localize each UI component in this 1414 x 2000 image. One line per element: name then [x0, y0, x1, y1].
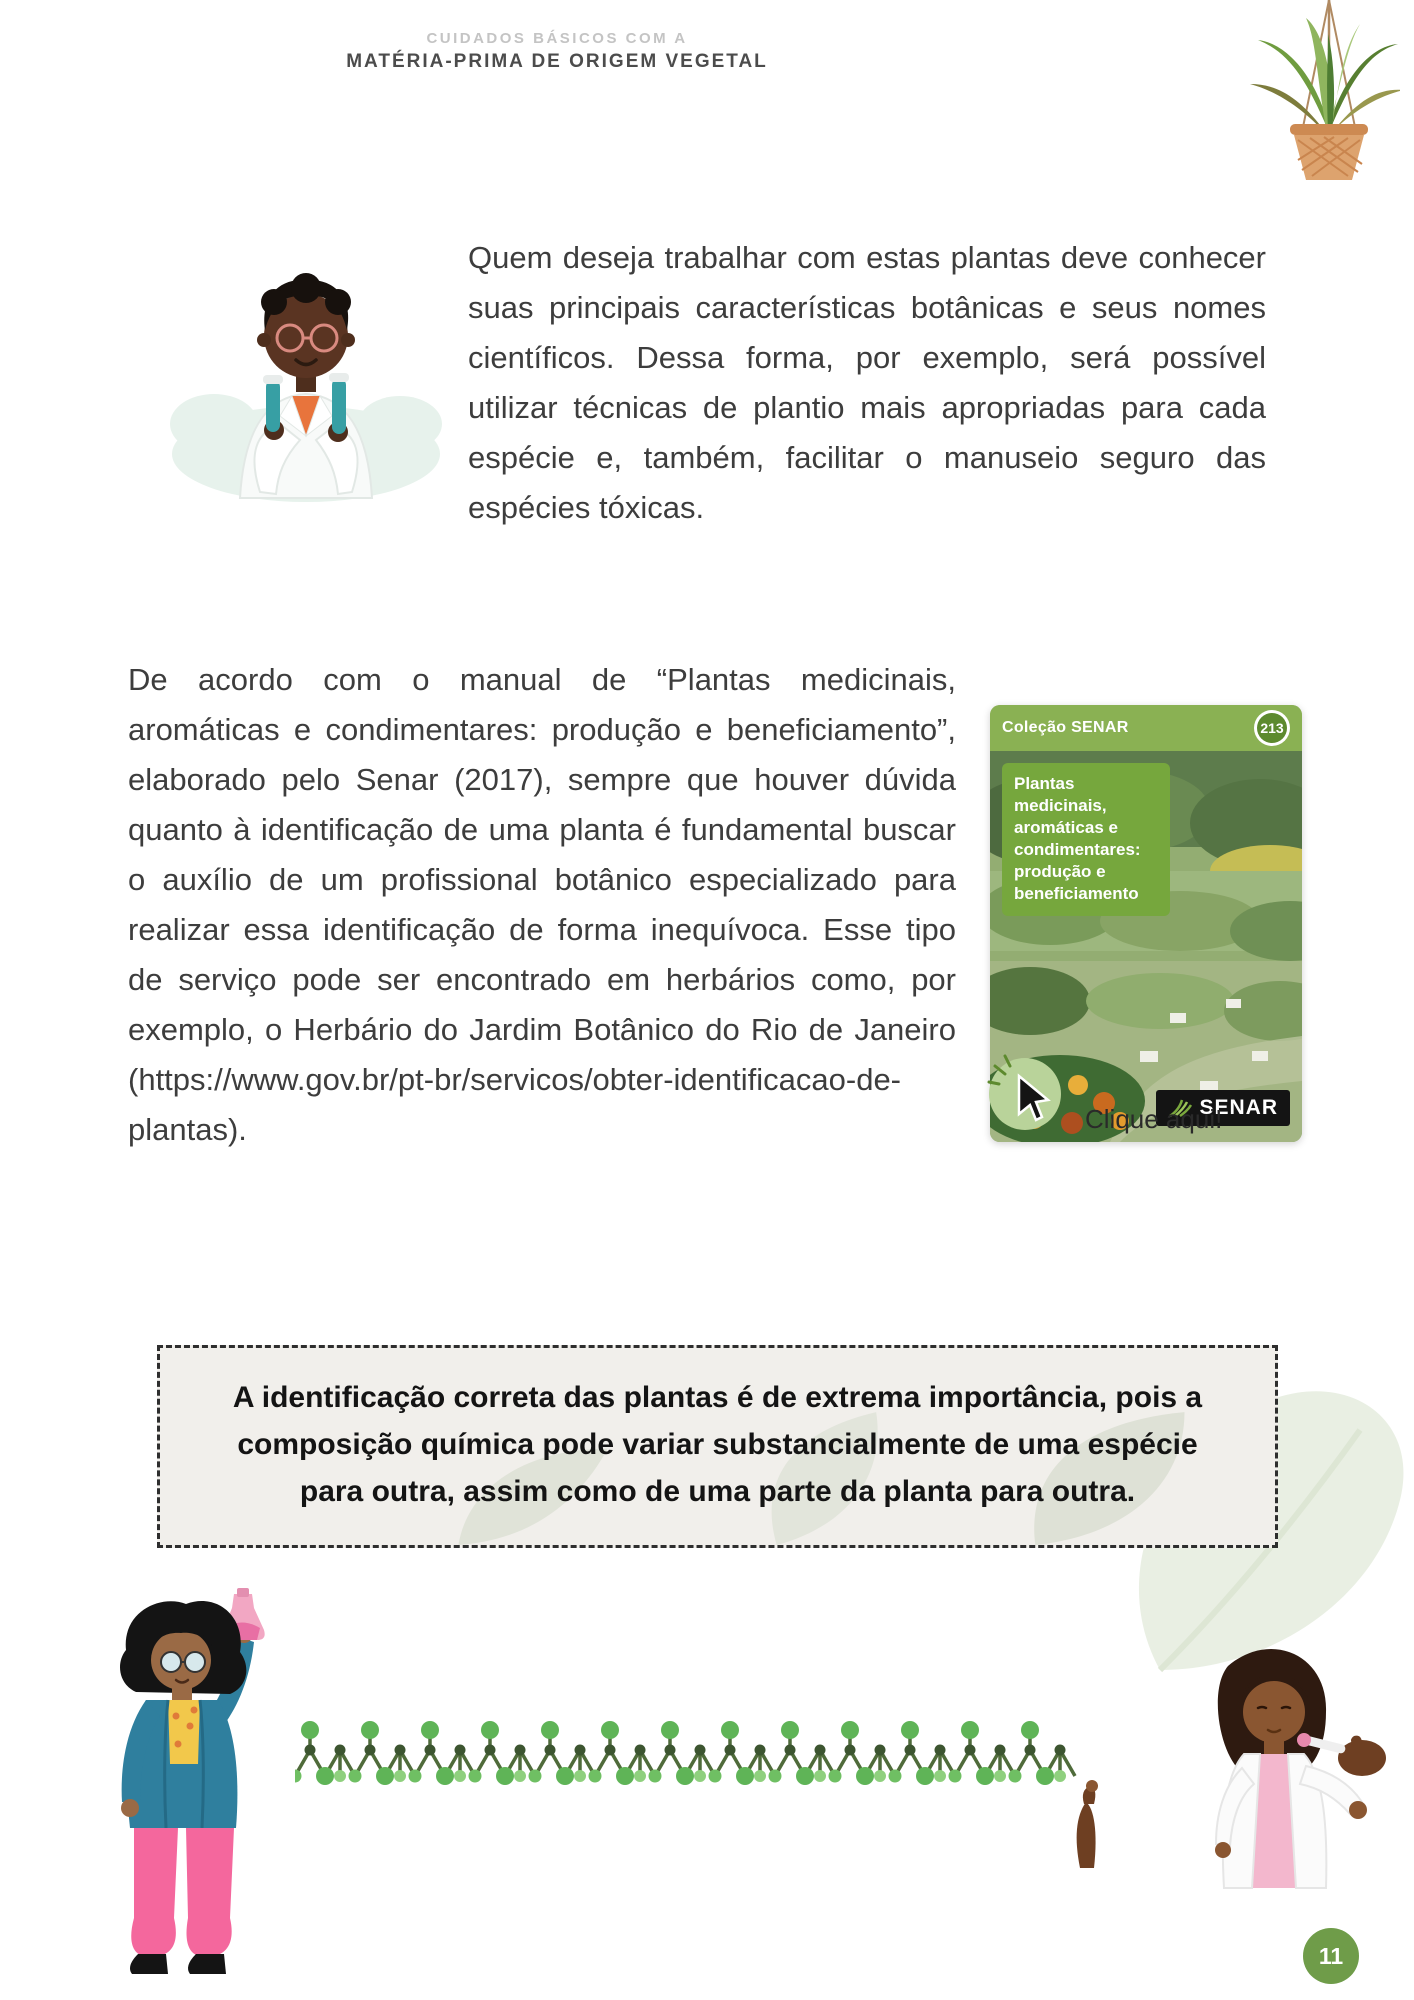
scientist-flask-illustration [68, 1588, 298, 1988]
intro-paragraph: Quem deseja trabalhar com estas plantas deve conhecer suas principais características botânicas e seus nomes científicos. Dessa forma, por exemplo, será possível utilizar técnicas de plantio mais apropriadas para cada espécie e, também, facilitar o manuseio seguro das espécies tóxicas. [468, 240, 1266, 525]
page-number-badge [1303, 1928, 1359, 1984]
book-title: Plantas medicinais, aromáticas e condimentares: produção e beneficiamento [1002, 763, 1170, 916]
book-collection-label: Coleção SENAR [1002, 719, 1129, 736]
botanist-illustration [1150, 1638, 1390, 1948]
molecule-chain-illustration [295, 1712, 1085, 1800]
manual-paragraph: De acordo com o manual de “Plantas medicinais, aromáticas e condimentares: produção e beneficiamento”, elaborado pelo Senar (2017), sempre que houver dúvida quanto à identificação de uma planta é fundamental buscar o auxílio de um profissional botânico especializado para realizar essa identificação de forma inequívoca. Esse tipo de serviço pode ser encontrado em herbários como, por exemplo, o Herbário do Jardim Botânico do Rio de Janeiro (https://www.gov.br/pt-br/servicos/obter-identificacao-de-plantas). [128, 662, 956, 1147]
page-header [0, 30, 1114, 73]
book-number-badge: 213 [1254, 710, 1290, 746]
click-here-hint[interactable] [985, 1052, 1222, 1141]
senar-logo-text: SENAR [1199, 1096, 1278, 1119]
callout-box [157, 1345, 1278, 1548]
header-kicker: CUIDADOS BÁSICOS COM A [426, 30, 688, 47]
forearm-illustration [1058, 1778, 1114, 1870]
hanging-plant-illustration [1228, 0, 1400, 215]
click-here-label: Clique aqui! [1085, 1104, 1223, 1134]
page-number: 11 [1318, 1942, 1344, 1969]
book-cover-header-bar [990, 705, 1302, 751]
callout-text: A identificação correta das plantas é de extrema importância, pois a composição química pode variar substancialmente de uma espécie para outra, assim como de uma parte da planta para outra. [232, 1381, 1203, 1508]
hand-dropper-illustration [1296, 1716, 1392, 1790]
cursor-icon [985, 1052, 1071, 1141]
header-title: MATÉRIA-PRIMA DE ORIGEM VEGETAL [346, 51, 768, 72]
scientist-illustration [168, 232, 444, 504]
